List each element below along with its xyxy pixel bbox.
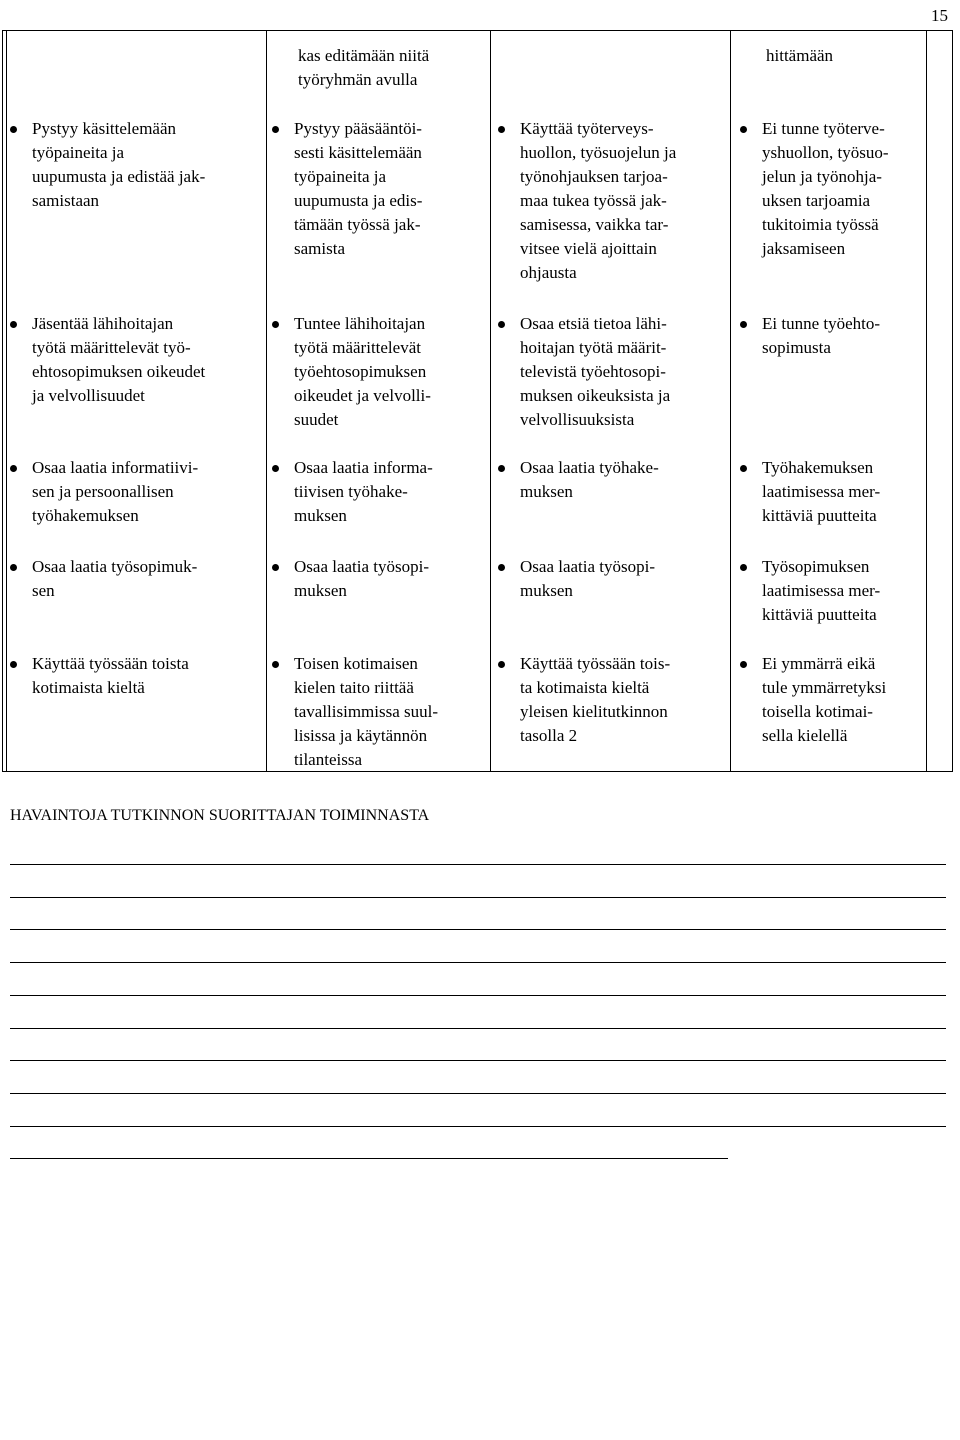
cell-line: ehtosopimuksen oikeudet — [32, 362, 206, 381]
assessment-table — [2, 30, 956, 772]
criteria-cell — [272, 555, 429, 603]
observation-blank-line — [10, 962, 946, 963]
observation-blank-line — [10, 864, 946, 865]
cell-line: hittämään — [766, 46, 834, 65]
criteria-cell — [740, 652, 886, 748]
criteria-cell — [272, 117, 422, 261]
observation-blank-line — [10, 1158, 728, 1159]
bullet-icon — [272, 661, 279, 668]
cell-line: oikeudet ja velvolli- — [294, 386, 431, 405]
observation-blank-line — [10, 995, 946, 996]
criteria-cell — [10, 652, 189, 700]
cell-line: vitsee vielä ajoittain — [520, 239, 657, 258]
cell-line: Käyttää työssään toista — [32, 654, 189, 673]
cell-line: toisella kotimai- — [762, 702, 873, 721]
cell-line: muksen — [520, 482, 573, 501]
criteria-cell — [10, 456, 198, 528]
criteria-cell — [272, 312, 431, 432]
cell-text — [10, 117, 205, 213]
observation-blank-line — [10, 1126, 946, 1127]
cell-text — [272, 312, 431, 432]
table-vertical-rule — [490, 30, 491, 772]
cell-line: velvollisuuksista — [520, 410, 635, 429]
continued-cell — [298, 44, 429, 92]
criteria-cell — [740, 312, 880, 360]
cell-line: samisessa, vaikka tar- — [520, 215, 669, 234]
cell-line: sella kielellä — [762, 726, 848, 745]
cell-line: jaksamiseen — [762, 239, 846, 258]
criteria-cell — [10, 312, 205, 408]
observation-blank-line — [10, 1060, 946, 1061]
bullet-icon — [272, 465, 279, 472]
cell-text — [740, 117, 889, 261]
cell-line: työnohjauksen tarjoa- — [520, 167, 668, 186]
bullet-icon — [498, 661, 505, 668]
cell-line: Käyttää työterveys- — [520, 119, 654, 138]
bullet-icon — [740, 661, 747, 668]
table-vertical-rule — [952, 30, 953, 772]
cell-line: muksen — [520, 581, 573, 600]
cell-line: työpaineita ja — [32, 143, 125, 162]
observations-heading: HAVAINTOJA TUTKINNON SUORITTAJAN TOIMINNASTA — [10, 807, 430, 824]
cell-line: Pystyy pääsääntöi- — [294, 119, 422, 138]
criteria-cell — [272, 652, 438, 772]
cell-line: Osaa laatia työsopi- — [294, 557, 430, 576]
cell-line: Ei tunne työehto- — [762, 314, 881, 333]
observation-blank-line — [10, 929, 946, 930]
cell-line: Tuntee lähihoitajan — [294, 314, 426, 333]
bullet-icon — [740, 126, 747, 133]
page-number: 15 — [931, 6, 948, 25]
cell-line: uupumusta ja edistää jak- — [32, 167, 206, 186]
table-horizontal-rule — [2, 30, 953, 31]
cell-line: yleisen kielitutkinnon — [520, 702, 668, 721]
criteria-cell — [498, 312, 670, 432]
cell-line: tavallisimmissa suul- — [294, 702, 439, 721]
cell-line: sen ja persoonallisen — [32, 482, 174, 501]
cell-line: Toisen kotimaisen — [294, 654, 418, 673]
cell-line: kas editämään niitä — [298, 46, 430, 65]
cell-text — [10, 652, 189, 700]
cell-line: maa tukea työssä jak- — [520, 191, 667, 210]
criteria-cell — [10, 555, 197, 603]
cell-line: laatimisessa mer- — [762, 581, 881, 600]
criteria-cell — [272, 456, 433, 528]
bullet-icon — [272, 564, 279, 571]
criteria-cell — [498, 117, 676, 285]
cell-text — [272, 117, 422, 261]
bullet-icon — [498, 465, 505, 472]
cell-text — [740, 555, 880, 627]
cell-line: kotimaista kieltä — [32, 678, 145, 697]
criteria-cell — [10, 117, 205, 213]
cell-text — [498, 117, 676, 285]
criteria-cell — [740, 555, 880, 627]
cell-text — [272, 456, 433, 528]
cell-line: tiivisen työhake- — [294, 482, 408, 501]
cell-line: työhakemuksen — [32, 506, 139, 525]
cell-line: Osaa laatia informa- — [294, 458, 433, 477]
cell-line: työpaineita ja — [294, 167, 387, 186]
cell-line: Osaa laatia työsopi- — [520, 557, 656, 576]
cell-line: suudet — [294, 410, 339, 429]
cell-line: Työsopimuksen — [762, 557, 870, 576]
criteria-cell — [498, 652, 670, 748]
cell-line: Osaa laatia työsopimuk- — [32, 557, 198, 576]
cell-line: muksen — [294, 581, 347, 600]
cell-line: samistaan — [32, 191, 100, 210]
cell-line: Työhakemuksen — [762, 458, 874, 477]
bullet-icon — [272, 321, 279, 328]
bullet-icon — [272, 126, 279, 133]
bullet-icon — [10, 564, 17, 571]
cell-line: muksen oikeuksista ja — [520, 386, 671, 405]
cell-text — [272, 555, 429, 603]
cell-line: yshuollon, työsuo- — [762, 143, 889, 162]
bullet-icon — [10, 126, 17, 133]
bullet-icon — [498, 564, 505, 571]
table-vertical-rule — [2, 30, 3, 772]
cell-text — [498, 312, 670, 432]
cell-text — [498, 555, 655, 603]
cell-line: Jäsentää lähihoitajan — [32, 314, 174, 333]
cell-line: kittäviä puutteita — [762, 605, 877, 624]
cell-text — [10, 456, 198, 528]
cell-line: sopimusta — [762, 338, 831, 357]
cell-line: ta kotimaista kieltä — [520, 678, 650, 697]
cell-line: tasolla 2 — [520, 726, 578, 745]
bullet-icon — [498, 126, 505, 133]
cell-line: huollon, työsuojelun ja — [520, 143, 677, 162]
cell-line: Pystyy käsittelemään — [32, 119, 177, 138]
cell-text — [740, 312, 880, 360]
cell-line: työryhmän avulla — [298, 70, 418, 89]
cell-line: tukitoimia työssä — [762, 215, 879, 234]
cell-text — [498, 456, 659, 504]
cell-line: sesti käsittelemään — [294, 143, 422, 162]
cell-line: työtä määrittelevät — [294, 338, 421, 357]
bullet-icon — [10, 465, 17, 472]
cell-text — [498, 652, 670, 748]
continued-cell — [766, 44, 833, 68]
cell-line: sen — [32, 581, 55, 600]
cell-line: jelun ja työnohja- — [762, 167, 882, 186]
cell-line: laatimisessa mer- — [762, 482, 881, 501]
cell-line: ja velvollisuudet — [32, 386, 145, 405]
cell-text — [740, 456, 880, 528]
cell-line: työehtosopimuksen — [294, 362, 427, 381]
cell-line: samista — [294, 239, 345, 258]
cell-line: Ei ymmärrä eikä — [762, 654, 876, 673]
cell-line: ohjausta — [520, 263, 577, 282]
cell-line: Ei tunne työterve- — [762, 119, 885, 138]
cell-line: televistä työehtosopi- — [520, 362, 666, 381]
criteria-cell — [498, 555, 655, 603]
cell-line: Osaa laatia työhake- — [520, 458, 659, 477]
bullet-icon — [498, 321, 505, 328]
cell-line: kielen taito riittää — [294, 678, 414, 697]
criteria-cell — [740, 456, 880, 528]
criteria-cell — [498, 456, 659, 504]
bullet-icon — [10, 321, 17, 328]
table-horizontal-rule — [2, 771, 953, 772]
table-vertical-rule — [6, 30, 7, 772]
cell-line: Osaa laatia informatiivi- — [32, 458, 199, 477]
cell-line: tämään työssä jak- — [294, 215, 421, 234]
cell-line: uupumusta ja edis- — [294, 191, 423, 210]
table-vertical-rule — [730, 30, 731, 772]
cell-line: uksen tarjoamia — [762, 191, 871, 210]
cell-text — [740, 652, 886, 748]
cell-line: kittäviä puutteita — [762, 506, 877, 525]
cell-line: Osaa etsiä tietoa lähi- — [520, 314, 667, 333]
table-vertical-rule — [266, 30, 267, 772]
cell-text — [272, 652, 438, 772]
observation-blank-line — [10, 897, 946, 898]
table-vertical-rule — [926, 30, 927, 772]
criteria-cell — [740, 117, 889, 261]
bullet-icon — [740, 564, 747, 571]
cell-text — [10, 312, 205, 408]
cell-line: hoitajan työtä määrit- — [520, 338, 667, 357]
cell-line: tule ymmärretyksi — [762, 678, 887, 697]
cell-line: tilanteissa — [294, 750, 362, 769]
cell-line: työtä määrittelevät työ- — [32, 338, 191, 357]
bullet-icon — [740, 465, 747, 472]
cell-line: Käyttää työssään tois- — [520, 654, 671, 673]
observation-blank-line — [10, 1093, 946, 1094]
cell-line: lisissa ja käytännön — [294, 726, 428, 745]
observation-blank-line — [10, 1028, 946, 1029]
cell-line: muksen — [294, 506, 347, 525]
bullet-icon — [10, 661, 17, 668]
bullet-icon — [740, 321, 747, 328]
cell-text — [10, 555, 197, 603]
